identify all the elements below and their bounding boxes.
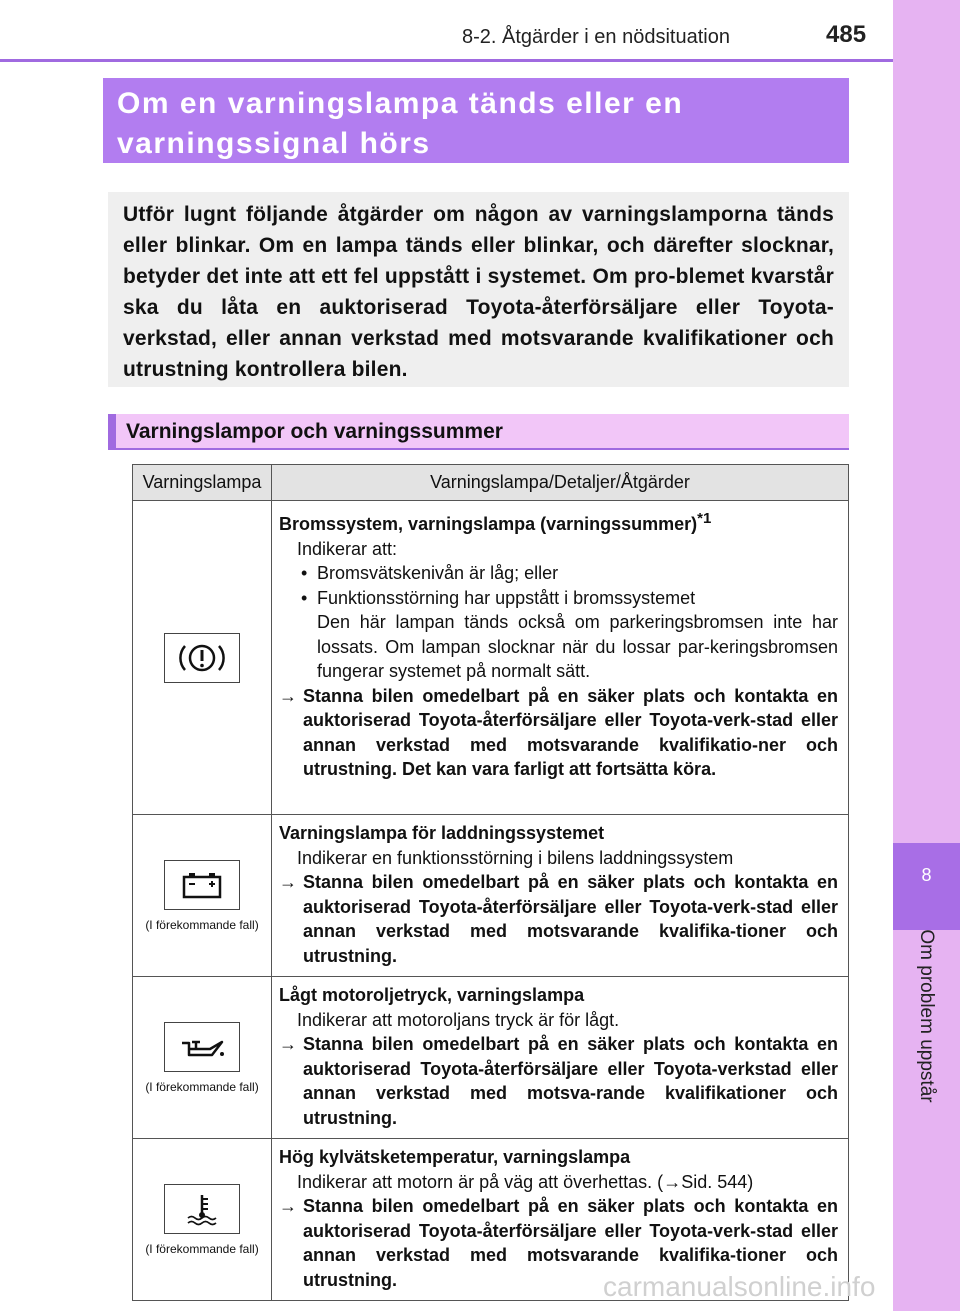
icon-cell	[133, 977, 272, 1139]
row-description: Indikerar en funktionsstörning i bilens laddningssystem	[297, 847, 734, 868]
coolant-temperature-icon	[164, 1184, 240, 1234]
row-title: Varningslampa för laddningssystemet	[279, 823, 605, 843]
page-title	[103, 78, 849, 163]
column-header-lamp: Varningslampa	[133, 465, 272, 501]
arrow-icon: →	[663, 1171, 682, 1192]
list-item: • Funktionsstörning har uppstått i bromssystemet	[279, 586, 838, 611]
watermark: carmanualsonline.info	[603, 1271, 876, 1302]
brake-warning-icon	[164, 633, 240, 683]
row-description: Indikerar att:	[297, 538, 398, 559]
row-action: → Stanna bilen omedelbart på en säker plats och kontakta en auktoriserad Toyota-återförsäljare eller Toyota-verk-stad eller annan verkstad med motsvarande kvalifika-tioner och utrustning.	[279, 1194, 838, 1292]
page-number: 485	[826, 21, 867, 48]
table-row	[133, 977, 849, 1139]
row-title: Hög kylvätsketemperatur, varningslampa	[279, 1147, 631, 1167]
list-item: • Bromsvätskenivån är låg; eller	[279, 561, 838, 586]
row-description: Indikerar att motorn är på väg att överhettas. (→Sid. 544)	[297, 1171, 754, 1192]
header-rule	[0, 59, 893, 62]
row-action: → Stanna bilen omedelbart på en säker plats och kontakta en auktoriserad Toyota-återförsäljare eller Toyota-verkstad eller annan verkstad med motsva-rande kvalifikationer och utrustning.	[279, 1032, 838, 1130]
chapter-title: Om problem uppstår	[916, 929, 937, 1103]
page-title-line2: varningssignal hörs	[117, 127, 431, 160]
chapter-tab	[893, 843, 960, 930]
battery-icon	[164, 860, 240, 910]
table-header-row	[133, 465, 849, 501]
row-action: → Stanna bilen omedelbart på en säker plats och kontakta en auktoriserad Toyota-återförsäljare eller Toyota-verk-stad eller annan verkstad med motsvarande kvalifika-tioner och utrustning.	[279, 870, 838, 968]
column-header-details: Varningslampa/Detaljer/Åtgärder	[272, 465, 849, 501]
availability-note: (I förekommande fall)	[145, 917, 259, 932]
oil-pressure-icon	[164, 1022, 240, 1072]
section-title: 8-2. Åtgärder i en nödsituation	[462, 26, 730, 48]
subsection-header: Varningslampor och varningssummer	[108, 414, 849, 450]
page-title-line1: Om en varningslampa tänds eller en	[117, 87, 684, 120]
row-note: Den här lampan tänds också om parkeringsbromsen inte har lossats. Om lampan slocknar när du lossar par-keringsbromsen fungerar systemet på normalt sätt.	[317, 612, 838, 681]
chapter-sidebar	[893, 0, 960, 1311]
table-row	[133, 501, 849, 815]
row-action: → Stanna bilen omedelbart på en säker plats och kontakta en auktoriserad Toyota-återförsäljare eller Toyota-verk-stad eller annan verkstad med motsvarande kvalifikatio-ner och utrustning. Det kan vara farligt att fortsätta köra.	[279, 684, 838, 782]
row-title: Bromssystem, varningslampa (varningssummer)$^{*1}$	[279, 510, 712, 534]
table-row	[133, 815, 849, 977]
icon-cell	[133, 1139, 272, 1301]
detail-cell	[272, 977, 849, 1139]
intro-text: Utför lugnt följande åtgärder om någon av varningslamporna tänds eller blinkar. Om en lampa tänds eller blinkar, och därefter slocknar, betyder det inte att ett fel uppstått i systemet. Om pro-blemet kvarstår ska du låta en auktoriserad Toyota-återförsäljare eller Toyota-verkstad, eller annan verkstad med motsvarande kvalifikationer och utrustning kontrollera bilen.	[108, 192, 849, 387]
icon-cell	[133, 815, 272, 977]
detail-cell	[272, 815, 849, 977]
availability-note: (I förekommande fall)	[145, 1241, 259, 1256]
warning-lights-table	[132, 464, 849, 1301]
detail-cell	[272, 501, 849, 815]
row-description: Indikerar att motoroljans tryck är för lågt.	[297, 1009, 620, 1030]
icon-cell	[133, 501, 272, 815]
availability-note: (I förekommande fall)	[145, 1079, 259, 1094]
row-title: Lågt motoroljetryck, varningslampa	[279, 985, 585, 1005]
chapter-number: 8	[921, 865, 932, 885]
